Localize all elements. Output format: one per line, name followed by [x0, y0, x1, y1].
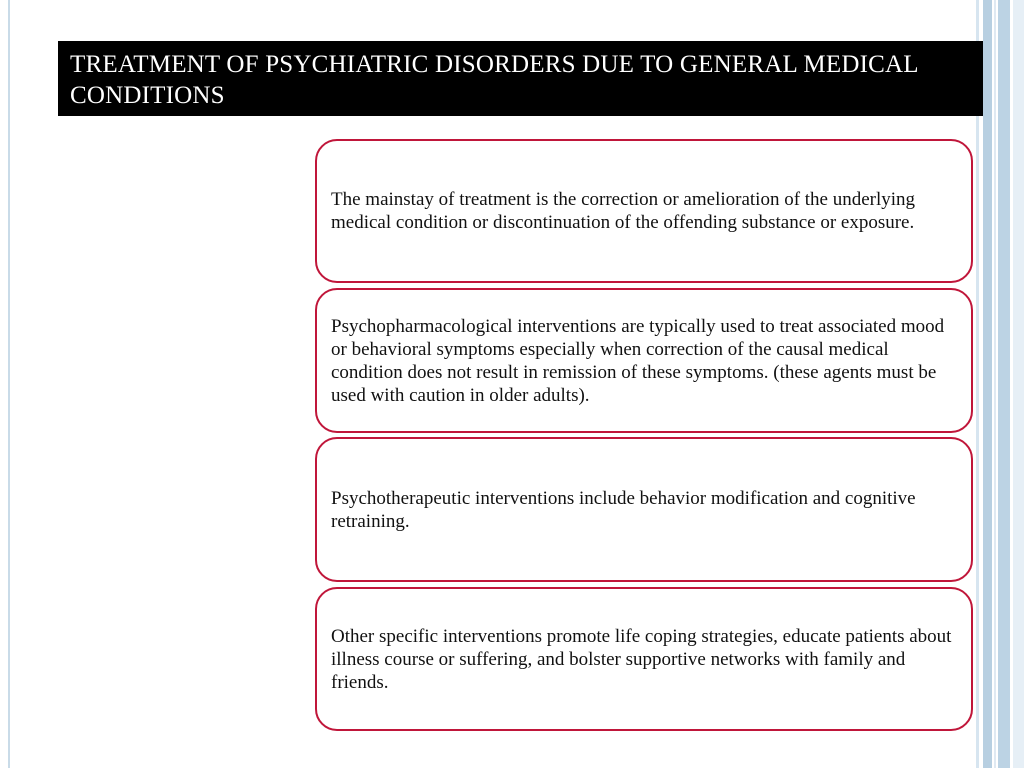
content-box-text: Psychopharmacological interventions are typically used to treat associated mood or behavioral symptoms especially when correction of the causal medical condition does not result in remission of these symptoms. (these agents must be used with caution in older adults).: [331, 315, 945, 406]
right-stripe: [983, 0, 992, 768]
left-border: [8, 0, 10, 768]
right-stripe: [1013, 0, 1024, 768]
right-stripe: [998, 0, 1010, 768]
slide-title-bar: [58, 41, 983, 116]
content-box-1: [315, 139, 973, 283]
content-box-text: Psychotherapeutic interventions include behavior modification and cognitive retraining.: [331, 487, 916, 532]
content-box-2: [315, 288, 973, 433]
content-box-3: [315, 437, 973, 582]
right-stripe: [994, 0, 996, 768]
content-box-text: Other specific interventions promote life coping strategies, educate patients about illness course or suffering, and bolster supportive networks with family and friends.: [331, 625, 952, 693]
content-box-text: The mainstay of treatment is the correction or amelioration of the underlying medical condition or discontinuation of the offending substance or exposure.: [331, 189, 916, 233]
content-box-4: [315, 587, 973, 731]
slide-title: TREATMENT OF PSYCHIATRIC DISORDERS DUE TO GENERAL MEDICAL CONDITIONS: [70, 51, 918, 109]
